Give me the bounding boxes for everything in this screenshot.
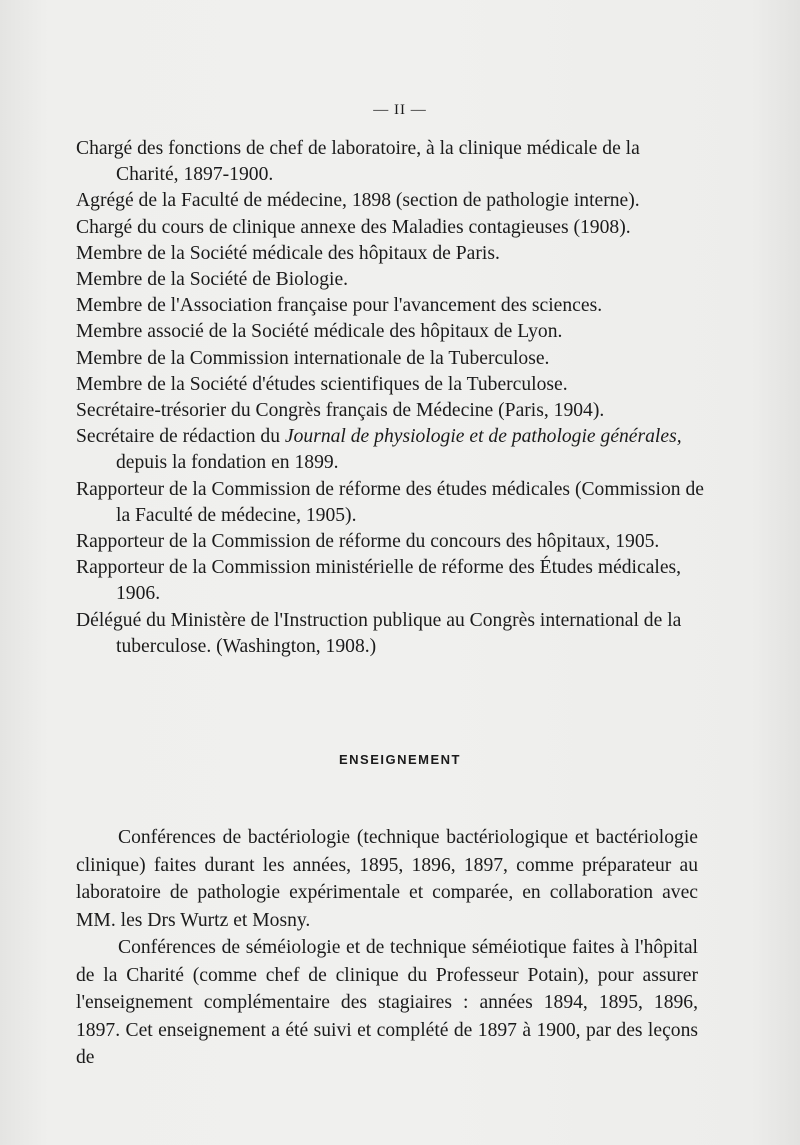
title-entry: Secrétaire-trésorier du Congrès français de Médecine (Paris, 1904). (76, 400, 605, 422)
title-entry: Membre de la Société médicale des hôpitaux de Paris. (76, 242, 500, 264)
journal-entry-suffix: depuis la fondation en 1899. (116, 452, 339, 474)
title-entry: Délégué du Ministère de l'Instruction publique au Congrès international de la tuberculose. (Washington, 1908.) (76, 609, 682, 657)
title-entry: Membre de la Société d'études scientifiques de la Tuberculose. (76, 373, 568, 395)
title-entry: Rapporteur de la Commission de réforme du concours des hôpitaux, 1905. (76, 531, 660, 553)
section-heading: ENSEIGNEMENT (338, 752, 461, 767)
title-entry: Membre de l'Association française pour l'avancement des sciences. (76, 295, 603, 317)
title-entry: Rapporteur de la Commission de réforme des études médicales (Commission de la Faculté de médecine, 1905). (76, 478, 704, 526)
teaching-body (76, 824, 698, 1072)
teaching-paragraph: Conférences de bactériologie (technique bactériologique et bactériologie clinique) faites durant les années, 1895, 1896, 1897, comme préparateur au laboratoire de pathologie expérimentale et comparée, en collaboration avec MM. les Drs Wurtz et Mosny. (76, 827, 698, 931)
title-entry: Agrégé de la Faculté de médecine, 1898 (section de pathologie interne). (76, 190, 640, 212)
title-entry: Chargé des fonctions de chef de laboratoire, à la clinique médicale de la Charité, 1897-1900. (76, 138, 640, 186)
titles-list (76, 136, 706, 660)
title-entry: Membre de la Commission internationale de la Tuberculose. (76, 347, 550, 369)
title-entry: Membre associé de la Société médicale des hôpitaux de Lyon. (76, 321, 563, 343)
page-number: — II — (373, 102, 427, 118)
journal-entry-prefix: Secrétaire de rédaction du (76, 426, 285, 448)
teaching-paragraph: Conférences de séméiologie et de technique séméiotique faites à l'hôpital de la Charité (comme chef de clinique du Professeur Potain), pour assurer l'enseignement complémentaire des stagiaires : années 1894, 1895, 1896, 1897. Cet enseignement a été suivi et complété de 1897 à 1900, par des leçons de (76, 937, 698, 1068)
title-entry: Rapporteur de la Commission ministérielle de réforme des Études médicales, 1906. (76, 557, 682, 605)
title-entry-journal (76, 424, 706, 476)
title-entry: Chargé du cours de clinique annexe des Maladies contagieuses (1908). (76, 216, 631, 238)
title-entry: Membre de la Société de Biologie. (76, 269, 349, 291)
journal-title: Journal de physiologie et de pathologie générales, (284, 426, 682, 448)
